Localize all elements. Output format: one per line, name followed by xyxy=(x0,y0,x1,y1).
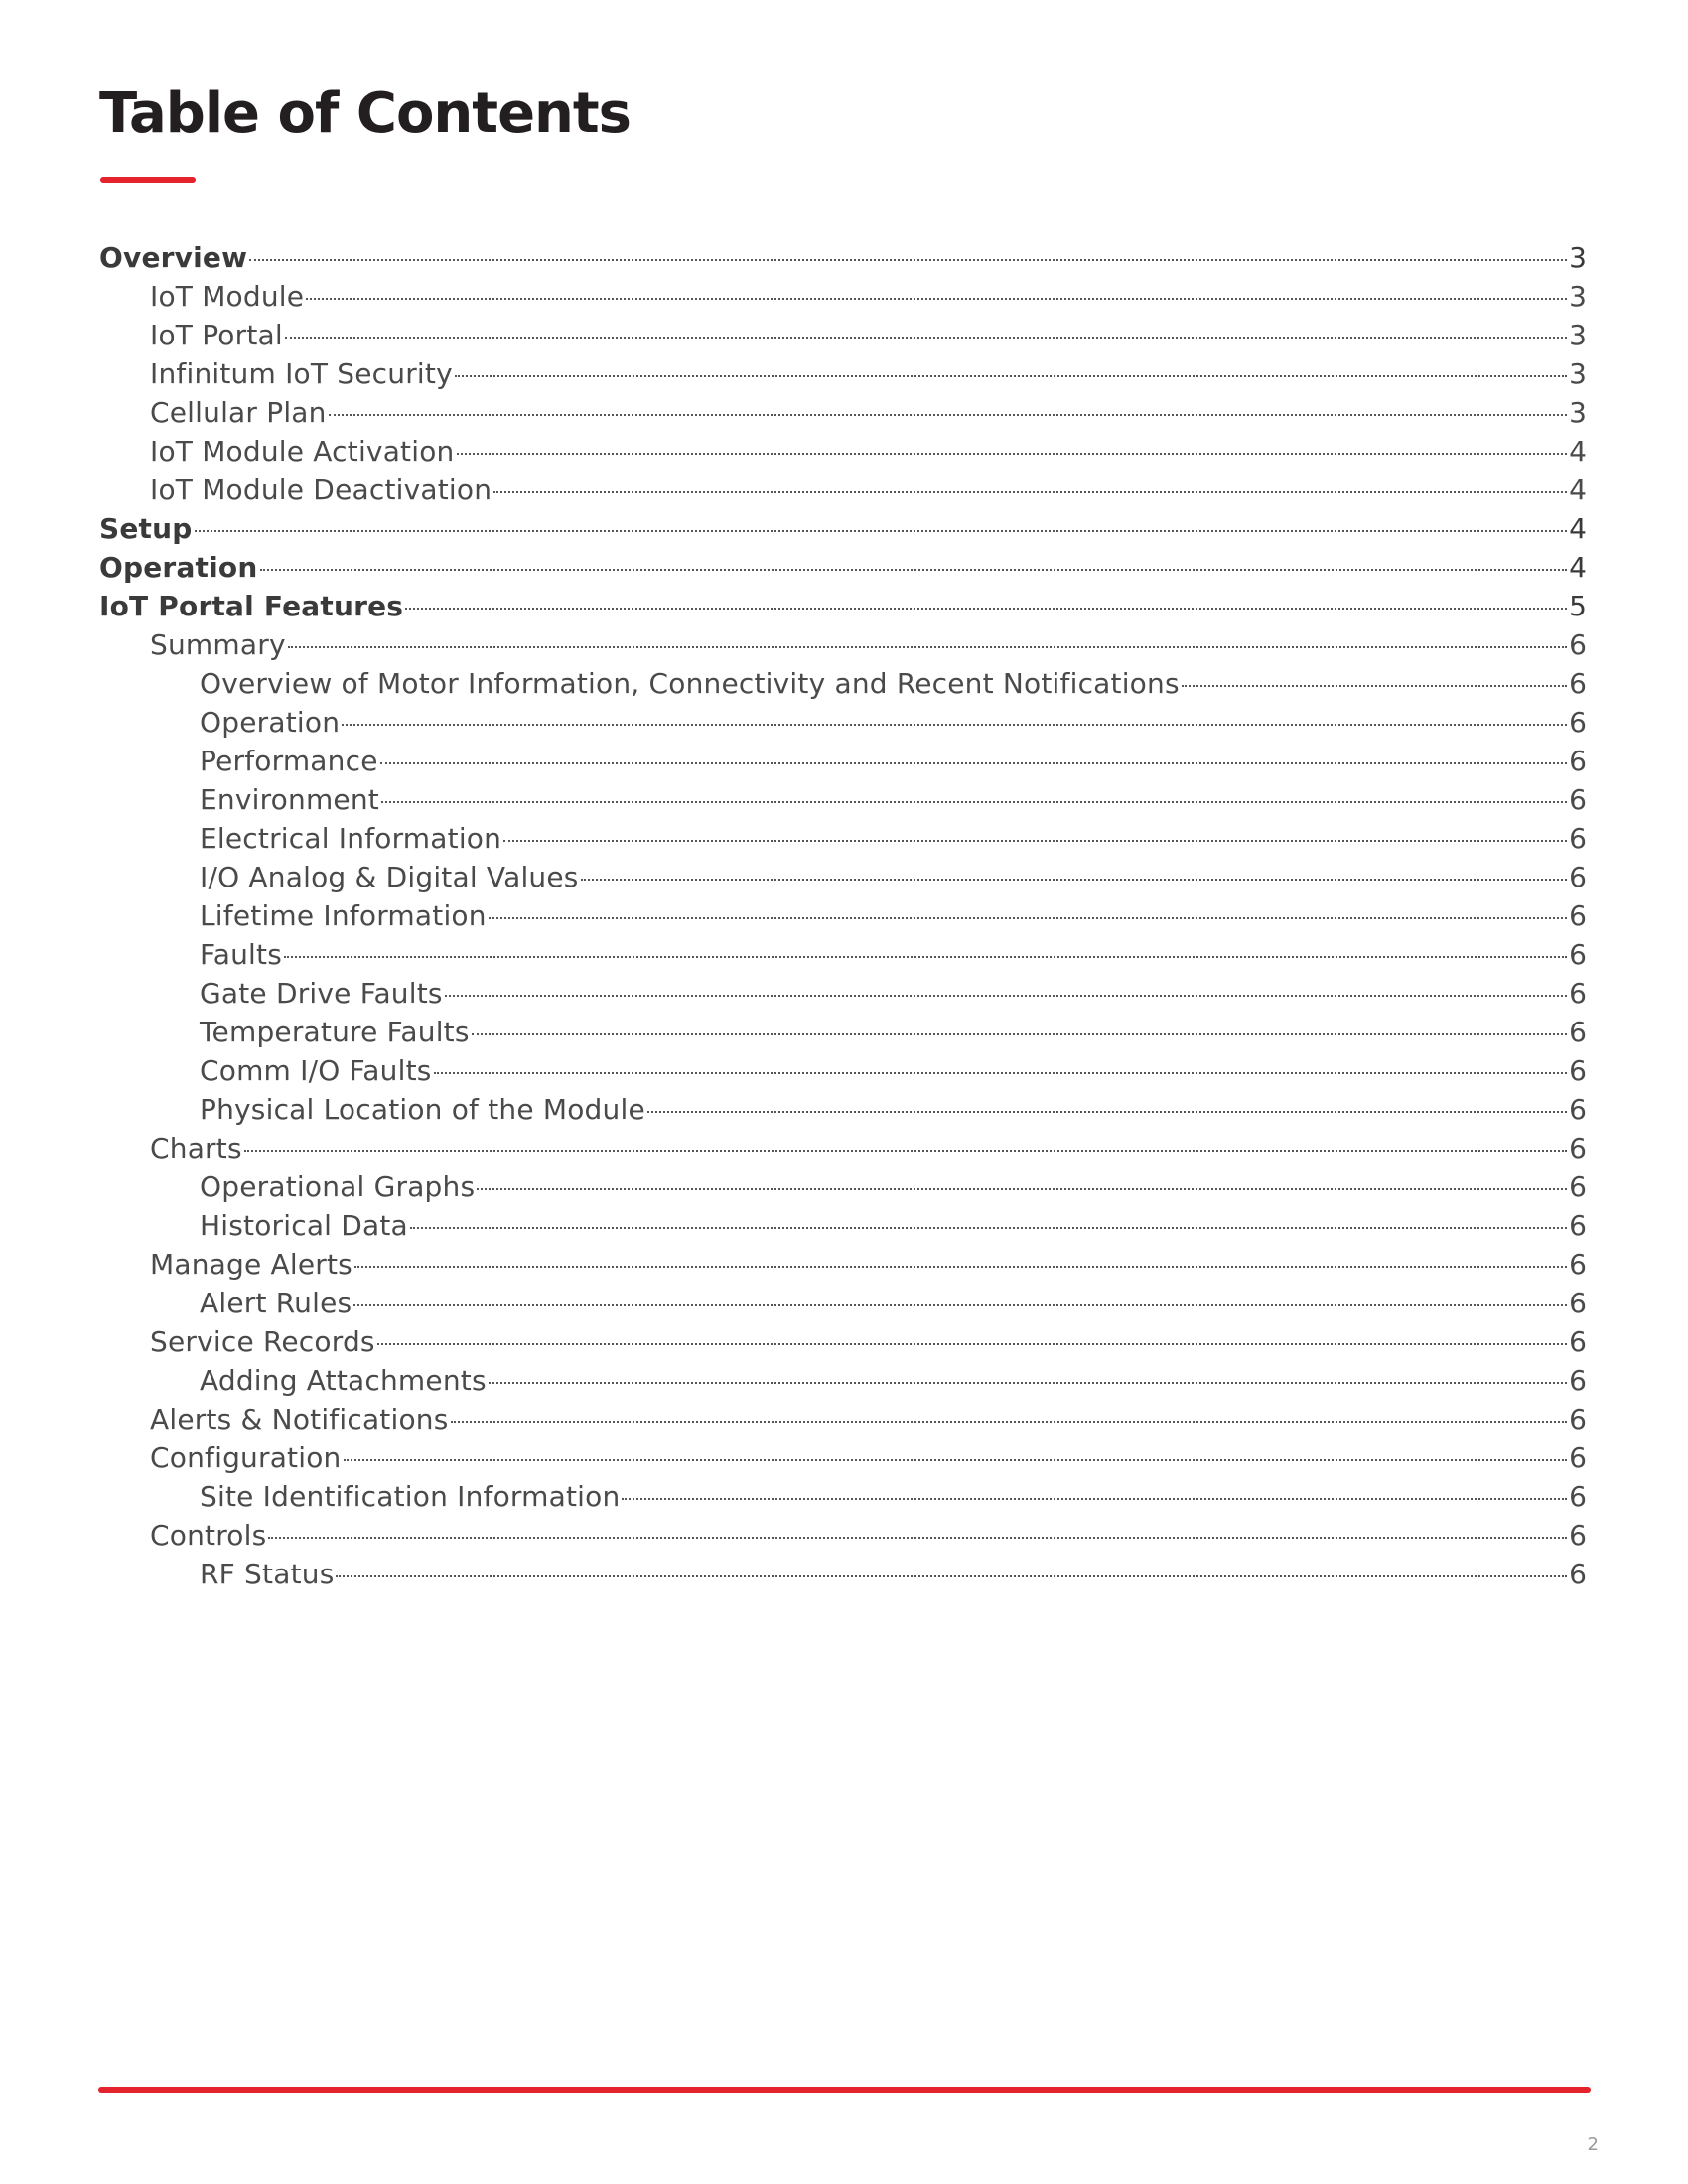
toc-entry[interactable] xyxy=(99,277,1587,316)
toc-dot-leader xyxy=(503,840,1567,842)
toc-entry-page: 6 xyxy=(1569,745,1587,777)
toc-entry-label: Configuration xyxy=(150,1441,342,1474)
toc-entry-page: 6 xyxy=(1569,1403,1587,1435)
toc-entry[interactable] xyxy=(99,316,1587,354)
toc-entry[interactable] xyxy=(99,703,1587,742)
toc-dot-leader xyxy=(489,1382,1567,1384)
toc-dot-leader xyxy=(195,530,1568,532)
toc-dot-leader xyxy=(451,1421,1568,1423)
toc-entry[interactable] xyxy=(99,1129,1587,1167)
toc-entry[interactable] xyxy=(99,625,1587,664)
toc-entry-label: I/O Analog & Digital Values xyxy=(200,861,579,893)
toc-entry-label: Electrical Information xyxy=(200,822,502,855)
toc-entry[interactable] xyxy=(99,819,1587,858)
toc-entry-label: IoT Portal xyxy=(150,319,283,351)
toc-entry[interactable] xyxy=(99,780,1587,819)
toc-entry[interactable] xyxy=(99,1206,1587,1245)
toc-entry-page: 6 xyxy=(1569,1519,1587,1552)
toc-entry-label: Performance xyxy=(200,745,378,777)
toc-dot-leader xyxy=(493,491,1567,493)
toc-entry[interactable] xyxy=(99,354,1587,393)
toc-entry-page: 3 xyxy=(1569,357,1587,390)
toc-entry-page: 4 xyxy=(1569,435,1587,468)
toc-entry-label: Environment xyxy=(200,783,379,816)
toc-entry-label: Comm I/O Faults xyxy=(200,1054,432,1087)
toc-dot-leader xyxy=(377,1343,1567,1345)
toc-dot-leader xyxy=(329,414,1568,416)
toc-entry-page: 6 xyxy=(1569,667,1587,700)
toc-entry-label: Adding Attachments xyxy=(200,1364,487,1397)
toc-dot-leader xyxy=(381,801,1567,803)
toc-dot-leader xyxy=(434,1072,1568,1074)
toc-entry[interactable] xyxy=(99,1438,1587,1477)
toc-entry-label: Temperature Faults xyxy=(200,1016,470,1048)
toc-entry[interactable] xyxy=(99,238,1587,277)
toc-entry-label: Alert Rules xyxy=(200,1287,352,1319)
toc-entry-label: Gate Drive Faults xyxy=(200,977,443,1010)
toc-dot-leader xyxy=(284,956,1567,958)
toc-entry-page: 3 xyxy=(1569,280,1587,313)
toc-entry[interactable] xyxy=(99,1477,1587,1516)
toc-entry[interactable] xyxy=(99,587,1587,625)
toc-entry-page: 6 xyxy=(1569,1093,1587,1126)
toc-entry[interactable] xyxy=(99,1361,1587,1400)
toc-dot-leader xyxy=(380,762,1568,764)
toc-entry-label: Charts xyxy=(150,1132,242,1164)
toc-entry[interactable] xyxy=(99,974,1587,1013)
toc-entry-label: IoT Module xyxy=(150,280,305,313)
toc-dot-leader xyxy=(306,298,1567,300)
toc-entry[interactable] xyxy=(99,393,1587,432)
toc-entry[interactable] xyxy=(99,742,1587,780)
footer-rule xyxy=(98,2087,1591,2093)
toc-dot-leader xyxy=(1182,685,1567,687)
toc-entry-label: IoT Module Activation xyxy=(150,435,455,468)
toc-dot-leader xyxy=(647,1111,1567,1113)
toc-entry-page: 6 xyxy=(1569,1558,1587,1590)
toc-dot-leader xyxy=(342,724,1567,726)
toc-entry[interactable] xyxy=(99,1284,1587,1322)
toc-entry-label: Physical Location of the Module xyxy=(200,1093,645,1126)
toc-entry-label: Operational Graphs xyxy=(200,1170,476,1203)
toc-entry[interactable] xyxy=(99,1555,1587,1593)
toc-entry[interactable] xyxy=(99,1322,1587,1361)
toc-entry-label: Faults xyxy=(200,938,282,971)
toc-entry-label: Lifetime Information xyxy=(200,899,487,932)
toc-entry-page: 5 xyxy=(1569,590,1587,622)
toc-entry-page: 6 xyxy=(1569,977,1587,1010)
page-number: 2 xyxy=(1587,2134,1599,2155)
toc-dot-leader xyxy=(489,917,1567,919)
toc-dot-leader xyxy=(622,1498,1567,1500)
toc-entry-page: 4 xyxy=(1569,551,1587,584)
toc-dot-leader xyxy=(344,1459,1568,1461)
toc-entry-page: 3 xyxy=(1569,319,1587,351)
toc-entry[interactable] xyxy=(99,1051,1587,1090)
toc-entry-label: Overview of Motor Information, Connectivity and Recent Notifications xyxy=(200,667,1180,700)
toc-entry-label: Cellular Plan xyxy=(150,396,327,429)
toc-entry-page: 6 xyxy=(1569,1248,1587,1281)
toc-entry-label: Operation xyxy=(99,551,258,584)
toc-entry-label: Historical Data xyxy=(200,1209,408,1242)
toc-entry-label: Alerts & Notifications xyxy=(150,1403,449,1435)
toc-entry[interactable] xyxy=(99,1400,1587,1438)
toc-dot-leader xyxy=(285,337,1567,339)
page-title: Table of Contents xyxy=(99,81,632,146)
toc-entry[interactable] xyxy=(99,548,1587,587)
toc-entry-page: 6 xyxy=(1569,783,1587,816)
toc-entry[interactable] xyxy=(99,858,1587,896)
toc-entry-page: 6 xyxy=(1569,861,1587,893)
toc-entry-page: 6 xyxy=(1569,1209,1587,1242)
toc-entry[interactable] xyxy=(99,1245,1587,1284)
toc-entry-page: 6 xyxy=(1569,628,1587,661)
toc-entry-label: IoT Portal Features xyxy=(99,590,404,622)
toc-entry-page: 4 xyxy=(1569,512,1587,545)
toc-dot-leader xyxy=(581,879,1568,881)
toc-entry[interactable] xyxy=(99,1090,1587,1129)
toc-dot-leader xyxy=(244,1150,1567,1152)
toc-entry-label: Manage Alerts xyxy=(150,1248,352,1281)
toc-entry[interactable] xyxy=(99,471,1587,509)
toc-entry-label: Operation xyxy=(200,706,341,739)
toc-entry-label: Summary xyxy=(150,628,286,661)
toc-entry[interactable] xyxy=(99,935,1587,974)
toc-entry[interactable] xyxy=(99,1013,1587,1051)
toc-entry-page: 6 xyxy=(1569,1054,1587,1087)
toc-entry-page: 6 xyxy=(1569,822,1587,855)
toc-entry[interactable] xyxy=(99,664,1587,703)
toc-entry[interactable] xyxy=(99,896,1587,935)
toc-entry-label: Setup xyxy=(99,512,193,545)
toc-entry-label: Overview xyxy=(99,241,248,274)
title-underline-rule xyxy=(100,177,196,183)
toc-dot-leader xyxy=(457,453,1568,455)
toc-dot-leader xyxy=(353,1304,1567,1306)
toc-dot-leader xyxy=(260,569,1568,571)
toc-entry-page: 4 xyxy=(1569,474,1587,506)
toc-entry-page: 6 xyxy=(1569,706,1587,739)
table-of-contents xyxy=(99,238,1587,1593)
toc-entry-page: 6 xyxy=(1569,1480,1587,1513)
toc-entry[interactable] xyxy=(99,432,1587,471)
toc-entry[interactable] xyxy=(99,1516,1587,1555)
toc-entry-page: 6 xyxy=(1569,1170,1587,1203)
toc-entry[interactable] xyxy=(99,1167,1587,1206)
toc-dot-leader xyxy=(249,259,1567,261)
toc-entry-page: 6 xyxy=(1569,1441,1587,1474)
toc-dot-leader xyxy=(268,1537,1567,1539)
toc-entry-label: Infinitum IoT Security xyxy=(150,357,453,390)
toc-entry-page: 6 xyxy=(1569,1016,1587,1048)
toc-entry-label: RF Status xyxy=(200,1558,335,1590)
toc-entry[interactable] xyxy=(99,509,1587,548)
toc-entry-label: IoT Module Deactivation xyxy=(150,474,492,506)
toc-dot-leader xyxy=(405,608,1567,610)
toc-dot-leader xyxy=(472,1033,1568,1035)
toc-entry-page: 6 xyxy=(1569,1364,1587,1397)
toc-entry-label: Service Records xyxy=(150,1325,375,1358)
toc-entry-page: 3 xyxy=(1569,396,1587,429)
toc-entry-label: Site Identification Information xyxy=(200,1480,621,1513)
toc-entry-page: 6 xyxy=(1569,1287,1587,1319)
toc-dot-leader xyxy=(410,1227,1567,1229)
toc-entry-page: 6 xyxy=(1569,899,1587,932)
toc-dot-leader xyxy=(336,1575,1567,1577)
toc-dot-leader xyxy=(445,995,1567,997)
toc-entry-page: 3 xyxy=(1569,241,1587,274)
toc-dot-leader xyxy=(288,646,1567,648)
toc-dot-leader xyxy=(455,375,1567,377)
toc-entry-page: 6 xyxy=(1569,1325,1587,1358)
toc-dot-leader xyxy=(477,1188,1567,1190)
toc-entry-label: Controls xyxy=(150,1519,267,1552)
toc-entry-page: 6 xyxy=(1569,1132,1587,1164)
toc-dot-leader xyxy=(354,1266,1567,1268)
toc-entry-page: 6 xyxy=(1569,938,1587,971)
